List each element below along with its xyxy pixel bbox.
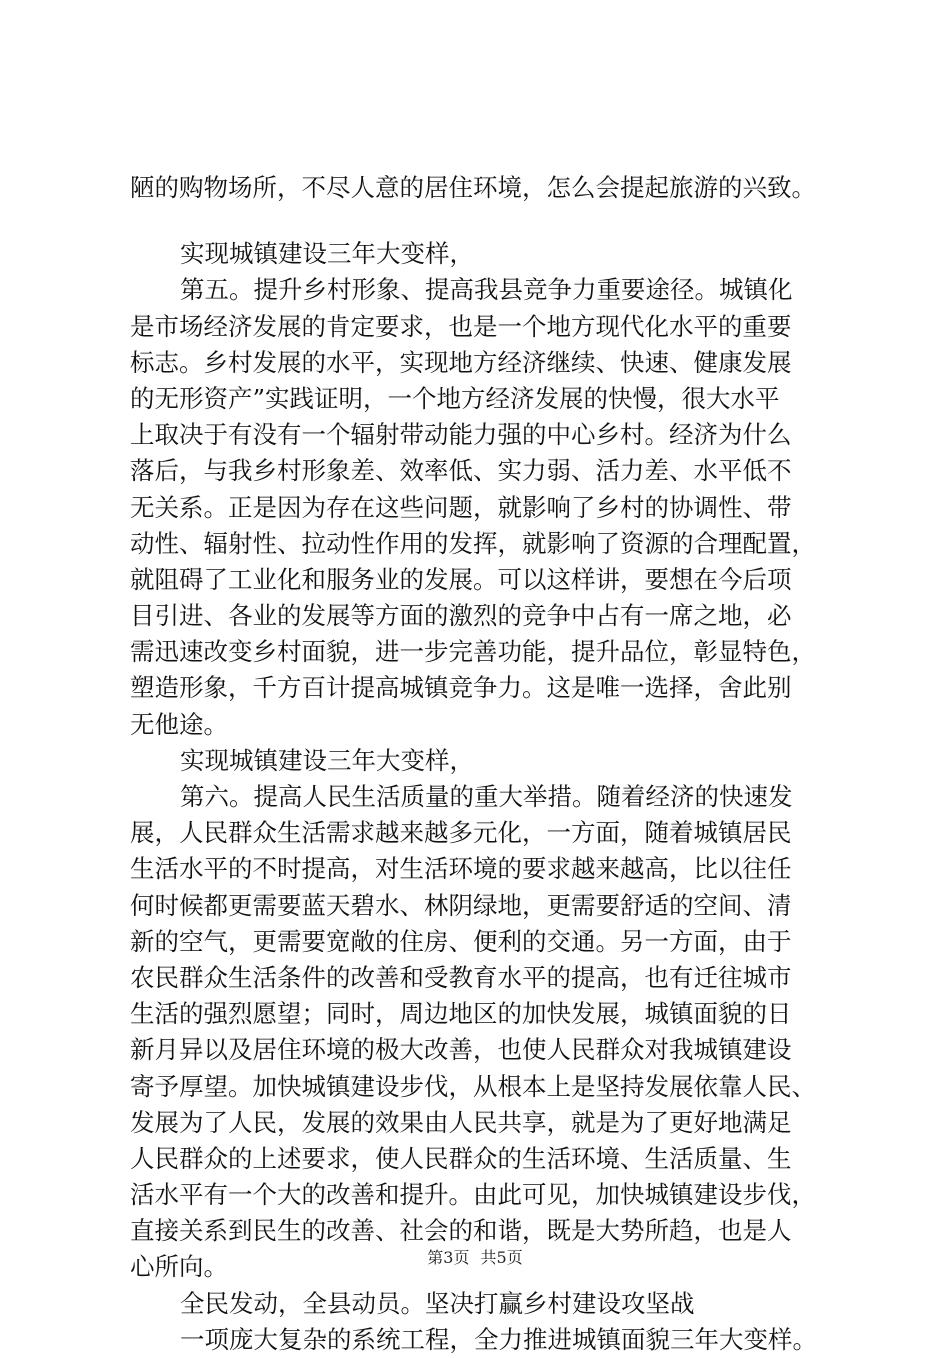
text-line: 就阻碍了工业化和服务业的发展。可以这样讲，要想在今后项 — [130, 564, 792, 594]
text-line: 全民发动，全县动员。坚决打赢乡村建设攻坚战 — [180, 1288, 695, 1318]
text-line: 心所向。 — [130, 1252, 228, 1282]
page-number: 第3页 — [427, 1248, 470, 1267]
text-line: 塑造形象，千方百计提高城镇竞争力。这是唯一选择，舍此别 — [130, 673, 792, 703]
text-line: 何时候都更需要蓝天碧水、林阴绿地，更需要舒适的空间、清 — [130, 890, 792, 920]
text-line: 动性、辐射性、拉动性作用的发挥，就影响了资源的合理配置， — [130, 528, 816, 558]
text-line: 无他途。 — [130, 709, 228, 739]
text-line: 一项庞大复杂的系统工程，全力推进城镇面貌三年大变样。 — [180, 1324, 817, 1354]
text-line: 实现城镇建设三年大变样， — [180, 239, 474, 269]
text-line: 陋的购物场所，不尽人意的居住环境，怎么会提起旅游的兴致。 — [130, 173, 816, 202]
text-line: 农民群众生活条件的改善和受教育水平的提高，也有迁往城市 — [130, 962, 792, 992]
text-line: 第五。提升乡村形象、提高我县竞争力重要途径。城镇化 — [180, 275, 793, 305]
text-line: 展，人民群众生活需求越来越多元化，一方面，随着城镇居民 — [130, 818, 792, 848]
page-total: 共5页 — [480, 1248, 523, 1267]
text-line: 新月异以及居住环境的极大改善，也使人民群众对我城镇建设 — [130, 1035, 792, 1065]
text-line: 直接关系到民生的改善、社会的和谐，既是大势所趋，也是人 — [130, 1216, 792, 1246]
text-line: 新的空气，更需要宽敞的住房、便利的交通。另一方面，由于 — [130, 926, 792, 956]
text-line: 标志。乡村发展的水平，实现地方经济继续、快速、健康发展 — [130, 347, 792, 377]
text-line: 无关系。正是因为存在这些问题，就影响了乡村的协调性、带 — [130, 492, 792, 522]
paragraph-gap — [130, 206, 860, 236]
document-body — [130, 170, 860, 1358]
text-line: 上取决于有没有一个辐射带动能力强的中心乡村。经济为什么 — [130, 420, 792, 450]
text-line: 人民群众的上述要求，使人民群众的生活环境、生活质量、生 — [130, 1143, 792, 1173]
text-line: 需迅速改变乡村面貌，进一步完善功能，提升品位，彰显特色， — [130, 637, 816, 667]
text-line: 活水平有一个大的改善和提升。由此可见，加快城镇建设步伐， — [130, 1180, 816, 1210]
text-line: 目引进、各业的发展等方面的激烈的竞争中占有一席之地，必 — [130, 601, 792, 631]
text-line: 是市场经济发展的肯定要求，也是一个地方现代化水平的重要 — [130, 311, 792, 341]
text-line: 寄予厚望。加快城镇建设步伐，从根本上是坚持发展依靠人民、 — [130, 1071, 816, 1101]
text-line: 生活水平的不时提高，对生活环境的要求越来越高，比以往任 — [130, 854, 792, 884]
text-line: 发展为了人民，发展的效果由人民共享，就是为了更好地满足 — [130, 1107, 792, 1137]
text-line: 实现城镇建设三年大变样， — [180, 745, 474, 775]
page-footer — [0, 1245, 950, 1268]
text-line: 第六。提高人民生活质量的重大举措。随着经济的快速发 — [180, 782, 793, 811]
text-line: 生活的强烈愿望；同时，周边地区的加快发展，城镇面貌的日 — [130, 999, 792, 1029]
text-line: 落后，与我乡村形象差、效率低、实力弱、活力差、水平低不 — [130, 456, 792, 486]
text-line: 的无形资产”实践证明，一个地方经济发展的快慢，很大水平 — [130, 383, 780, 413]
